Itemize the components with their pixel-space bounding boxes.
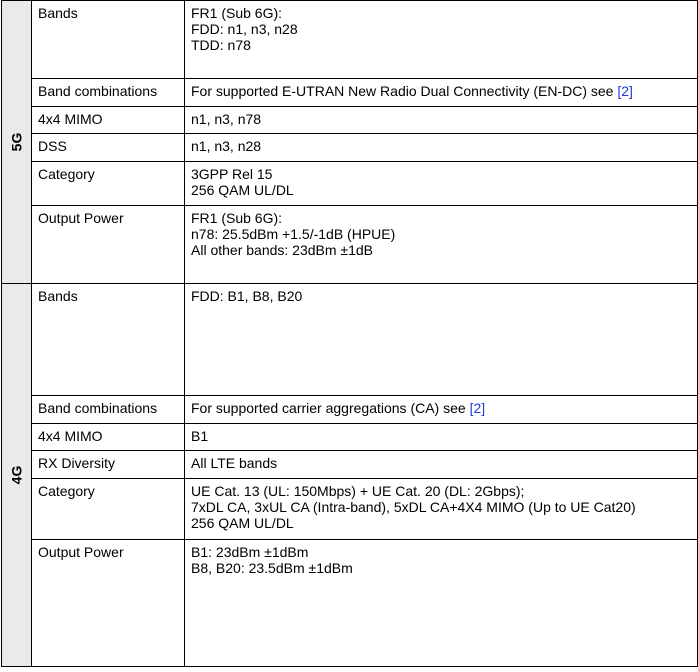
row-name: Bands — [32, 1, 185, 79]
table-row — [2, 206, 698, 284]
row-name: Output Power — [32, 206, 185, 284]
row-value: For supported carrier aggregations (CA) see [2] — [185, 396, 698, 424]
row-name: 4x4 MIMO — [32, 424, 185, 451]
row-value: FDD: B1, B8, B20 — [185, 284, 698, 396]
reference-link[interactable]: [2] — [617, 83, 633, 99]
row-name: Category — [32, 162, 185, 206]
row-name: DSS — [32, 134, 185, 162]
row-value: B1 — [185, 424, 698, 451]
table-row — [2, 424, 698, 451]
section-label-4g: 4G — [2, 284, 32, 667]
row-value: n1, n3, n78 — [185, 107, 698, 134]
specs-table — [1, 0, 698, 667]
table-row — [2, 134, 698, 162]
reference-link[interactable]: [2] — [469, 400, 486, 416]
row-value: n1, n3, n28 — [185, 134, 698, 162]
table-row — [2, 1, 698, 79]
row-name: Category — [32, 479, 185, 540]
row-name: RX Diversity — [32, 451, 185, 479]
row-value: All LTE bands — [185, 451, 698, 479]
table-row — [2, 540, 698, 667]
table-row — [2, 396, 698, 424]
table-row — [2, 79, 698, 107]
row-name: Bands — [32, 284, 185, 396]
row-value: FR1 (Sub 6G): n78: 25.5dBm +1.5/-1dB (HPUE) All other bands: 23dBm ±1dB — [185, 206, 698, 284]
row-value: For supported E-UTRAN New Radio Dual Connectivity (EN-DC) see [2] — [185, 79, 698, 107]
row-value: UE Cat. 13 (UL: 150Mbps) + UE Cat. 20 (DL: 2Gbps); 7xDL CA, 3xUL CA (Intra-band), 5xDL CA+4X4 MIMO (Up to UE Cat20) 256 QAM UL/DL — [185, 479, 698, 540]
row-name: Band combinations — [32, 396, 185, 424]
row-value: B1: 23dBm ±1dBm B8, B20: 23.5dBm ±1dBm — [185, 540, 698, 667]
row-value: FR1 (Sub 6G): FDD: n1, n3, n28 TDD: n78 — [185, 1, 698, 79]
table-row — [2, 107, 698, 134]
table-row — [2, 451, 698, 479]
table-row — [2, 162, 698, 206]
table-row — [2, 284, 698, 396]
row-name: 4x4 MIMO — [32, 107, 185, 134]
section-label-5g: 5G — [2, 1, 32, 284]
row-value: 3GPP Rel 15 256 QAM UL/DL — [185, 162, 698, 206]
table-row — [2, 479, 698, 540]
row-name: Band combinations — [32, 79, 185, 107]
row-name: Output Power — [32, 540, 185, 667]
